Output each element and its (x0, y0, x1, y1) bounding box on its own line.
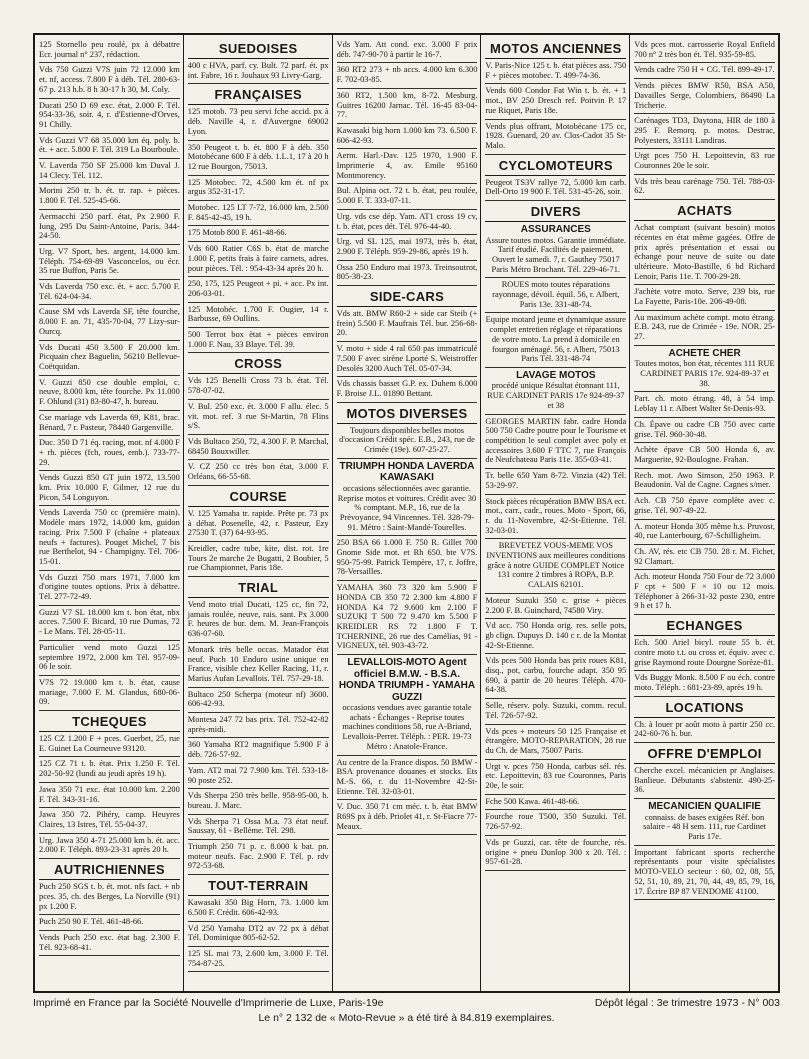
classified-ad (337, 800, 478, 835)
classified-ad (485, 120, 626, 155)
ad-text: 250, 175, 125 Peugeot + pi. + acc. Px int. 206-03-01. (187, 279, 329, 298)
classified-ad (485, 539, 626, 594)
classified-ad (337, 536, 478, 581)
classified-ad (485, 415, 626, 470)
classified-ad (188, 374, 329, 399)
classified-ad (188, 598, 329, 643)
ad-text: Vds 600 Ratier C6S b. état de marche 1.000 F, petits frais à faire carnets, adres. pour pièces. Tél. : 954-43-34 après 20 h. (187, 244, 329, 273)
ad-text: Puch 250 90 F. Tél. 461-48-66. (39, 917, 144, 927)
classified-ad (39, 305, 180, 340)
ad-text: Cherche excel. mécanicien pr Anglaises. Banlieue. Débutants s'abstenir. 490-25-36. (634, 766, 775, 795)
ad-text: V. 125 Yamaha tr. rapide. Prête pr. 73 px à débat. Posenelle, 42, r. Pasteur, Ezy 27530 T. (37) 64-93-95. (187, 508, 329, 538)
classified-ad (188, 201, 329, 226)
classified-ads-frame (33, 33, 780, 993)
classified-ad (188, 328, 329, 353)
ad-text: Achat comptant (suivant besoin) motos récentes en état même gagées. Offre de prix après présentation et essai ou échange pour neuve de suite ou date ultérieure. Moto-Bastille, 6 bd Richard Lenoir, Paris 11e. T. 700-29-28. (634, 223, 775, 281)
ad-text: Ch. Épave ou cadre CB 750 avec carte grise. Tél. 960-30-48. (634, 419, 775, 439)
section-heading: ACHATS (634, 200, 775, 221)
ad-text: Vds pr Guzzi, car. tête de fourche, rés. origine + pneu Dunlop 300 x 20. Tél. : 957-61-28. (485, 837, 627, 867)
classified-ad (634, 764, 775, 799)
ad-text: Jawa 350 71 exc. état 10.000 km. 2.200 F. Tél. 343-31-16. (39, 784, 180, 804)
classified-ad (485, 810, 626, 835)
ad-text: Vds 125 Benelli Cross 73 b. état. Tél. 578-07-02. (187, 376, 329, 396)
ads-column-3 (333, 35, 482, 991)
classified-ad (188, 713, 329, 738)
classified-ad (485, 469, 626, 494)
ad-text: Yam. AT2 mai 72 7.900 km. Tél. 533-18-90 poste 252. (187, 765, 329, 785)
ad-text: 125 Stornello peu roulé, px à débattre Ecr. journal n° 237, rédaction. (39, 40, 180, 59)
classified-ad (485, 59, 626, 84)
ad-text: V. CZ 250 cc très bon état, 3.000 F. Orléans, 66-55-68. (187, 462, 329, 482)
ads-column-1 (35, 35, 184, 991)
classified-ad (39, 210, 180, 245)
ad-text: Aermacchi 250 parf. état, Px 2.900 F. Iung, 295 Du Saint-Antoine, Paris. 344-24-50. (39, 211, 180, 241)
classified-ad (39, 676, 180, 711)
classified-ad (39, 184, 180, 209)
ad-text: Moteur Suzuki 350 c. grise + pièces 2.200 F. B. Guinchard, 74580 Viry. (485, 595, 627, 615)
ad-text: 125 SL mai 73, 2.600 km, 3.000 F. Tél. 754-87-25. (187, 949, 329, 968)
classified-ad (634, 311, 775, 346)
ad-text: V. Duc. 350 71 cm méc. t. b. état BMW R69S px à déb. Priolet 41, r. St-Fiacre 77-Meaux. (336, 802, 478, 831)
classified-ad (39, 641, 180, 676)
classified-ad (634, 799, 775, 846)
classified-ad (39, 134, 180, 159)
classified-ad (188, 643, 329, 688)
ad-text: Triumph 250 71 p. c. 8.000 k bat. pn. moteur neufs. Fac. 2.900 F. Tél. p. rdv 972-53-68. (187, 842, 329, 871)
ad-text: Ch. à louer pr août moto à partir 250 cc. 242-60-76 h. bur. (634, 719, 775, 739)
classified-ad (39, 757, 180, 782)
ad-headline: TRIUMPH HONDA LAVERDA KAWASAKI (339, 460, 475, 484)
ads-column-2 (184, 35, 333, 991)
classified-ad (188, 815, 329, 840)
ad-text: Peugeot TS3V rallye 72, 5.000 km carb. Dell-Orto 19 900 F. Tél. 531-45-26, soir. (485, 177, 627, 197)
ad-text: Vends cadre 750 H + CG. Tél. 899-49-17. (634, 65, 775, 75)
ad-text: Cse mariage vds Laverda 69, K81, brac. Bénard, 7 r. Pasteur, 78440 Gargenville. (39, 412, 180, 432)
ad-text: V. Guzzi 850 cse double emploi, c. neuve, 8.000 km, tête fourche. Px 11.000 F. Ohlund (31) 83-80-47, h. bureau. (39, 377, 180, 407)
section-heading: SIDE-CARS (337, 286, 478, 307)
section-heading: LOCATIONS (634, 697, 775, 718)
classified-ad (485, 654, 626, 699)
classified-ad (188, 303, 329, 328)
ad-text: Motobec. 125 LT 7-72, 16.000 km, 2.500 F. 845-42-45, 19 h. (187, 203, 329, 222)
ad-text: Urg. Jawa 350 4-71 25.000 km b. ét. acc. 2.000 F. Téléph. 893-23-31 après 20 h. (39, 835, 180, 855)
ad-headline: ASSURANCES (520, 224, 591, 236)
classified-ad (634, 392, 775, 417)
section-heading: TCHEQUES (39, 711, 180, 732)
classified-ad (188, 277, 329, 302)
classified-ad (39, 732, 180, 757)
ad-text: Kawasaki 350 Big Horn, 73. 1.000 km 6.500 F. Crédit. 606-42-93. (187, 898, 329, 917)
ad-text: 175 Motob 800 F. 461-48-66. (187, 228, 287, 238)
ad-text: Aerm. Harl.-Dav. 125 1970, 1.900 F. Imprimerie 4, av. Emile 95160 Montmorency. (336, 151, 478, 180)
ad-text: Cause SM vds Laverda SF, tête fourche, 8.000 F. an. 71, 435-70-04, 77 Lizy-sur-Ourcq. (39, 307, 180, 336)
ad-text: Vds att. BMW R60-2 + side car Steib (+ frein) 5.500 F. Maufrais Tél. bur. 256-68-20. (336, 309, 478, 338)
section-heading: TOUT-TERRAIN (188, 875, 329, 896)
ad-text: Vds Buggy Monk. 8.500 F ou éch. contre moto. Téléph. : 681-23-89, après 19 h. (634, 673, 775, 692)
classified-ad (485, 594, 626, 619)
ad-text: Vds Guzzi 750 mars 1971, 7.000 km d'origine toutes options. Prix à débattre. Tél. 277-72-49. (39, 572, 180, 602)
classified-ad (188, 400, 329, 435)
ad-text: Bul. Alpina oct. 72 t. b. état, peu roulée, 5.000 F. T. 333-07-11. (336, 186, 478, 206)
ad-text: Ossa 250 Enduro mai 1973. Treinsoutrot, 805-38-23. (336, 262, 478, 282)
classified-ad (485, 176, 626, 201)
classified-ad (39, 808, 180, 833)
section-heading: MOTOS DIVERSES (337, 403, 478, 424)
ad-text: Part. ch. moto étrang. 48, à 54 imp. Leblay 11 r. Albert Walter St-Denis-93. (634, 394, 775, 414)
classified-ad (188, 922, 329, 947)
ad-text: Important fabricant sports recherche représentants pour visite spécialistes MOTO-VELO secteur : 60, 02, 08, 55, 52, 51, 10, 89, 21, 70, 44, 49, 85, 79, 16, 17. Écrire BP 87 VENDOME 41100. (634, 847, 775, 896)
classified-ad (337, 581, 478, 655)
ad-text: V. moto + side 4 ral 650 pas immatriculé 7.500 F avec sirène Lporté S. Weistroffer Desolés 3200 Auch Tél. 05-07-34. (336, 344, 478, 373)
classified-ad (39, 880, 180, 915)
classified-ad (39, 606, 180, 641)
classified-ad (634, 636, 775, 671)
ad-text: 125 Motobéc. 1.700 F. Ougier, 14 r. Barbusse, 69 Oullins. (187, 304, 329, 324)
ad-text: Guzzi V7 SL 18.000 km t. bon état, nbx acces. 7.500 F. Bicard, 10 rue Dumas, 72 - Le Mans. Tél. 28-05-11. (39, 607, 180, 637)
ad-text: Tr. belle 650 Yam 8-72. Vinzia (42) Tél. 53-29-97. (485, 471, 627, 490)
classified-ad (337, 424, 478, 459)
ads-column-5 (630, 35, 778, 991)
classified-ad (634, 63, 775, 79)
classified-ad (634, 114, 775, 149)
ad-text: Vds Bultaco 250, 72, 4.300 F. P. Marchal, 68450 Bouxwiller. (187, 436, 329, 456)
classified-ad (188, 141, 329, 176)
classified-ad (39, 471, 180, 506)
classified-ad (485, 836, 626, 871)
ad-text: Vds chassis basset G.P. ex. Duhem 6.000 F. Broise J.L. 01890 Bettant. (336, 379, 478, 398)
ad-text: Montesa 247 72 bas prix. Tél. 752-42-82 après-midi. (187, 715, 329, 734)
ad-text: Selle, réserv. poly. Suzuki, comm. recul. Tél. 726-57-92. (485, 701, 627, 720)
ad-text: V. Paris-Nice 125 t. b. état pièces ass. 750 F + pièces motobec. T. 499-74-36. (485, 61, 627, 80)
ad-text: 400 c HVA, parf. cy. Bult. 72 parf. ét. px int. Fabre, 16 r. Jouhaux 93 Livry-Garg. (187, 61, 329, 80)
ad-text: 125 Motobec. 72, 4.500 km ét. nf px argus 352-31-17. (187, 177, 329, 197)
classified-ad (337, 124, 478, 149)
ad-text: Stock pièces récupération BMW BSA ect. mot., carr., cadr., roues. Moto - Sport, 66, r. du 11-Novembre, 42-St-Etienne. Tél. 32-03-01. (485, 496, 627, 535)
classified-ad (39, 506, 180, 570)
ad-text: Vds pces 500 Honda bas prix roues K81, disq., pot, carbu, fourche adapt. 350 95 690, à partir de 20 heures Téléph. 470-64-38. (485, 656, 627, 695)
classified-ad (634, 346, 775, 393)
classified-ad (337, 149, 478, 184)
classified-ad (188, 789, 329, 814)
classified-ad (39, 931, 180, 956)
classified-ad (485, 278, 626, 313)
classified-ad (634, 79, 775, 114)
ad-text: V7S 72 19.000 km t. b. état, cause mariage, 7.000 F. M. Glandus, 680-06-09. (39, 677, 180, 707)
section-heading: DIVERS (485, 201, 626, 222)
ad-text: Puch 250 SGS t. b. ét. mot. nfs fact. + nb pces. 35, ch. des Berges, La Norville (91) px 1.200 F. (39, 882, 180, 911)
classified-ad (337, 459, 478, 537)
ad-headline: MECANICIEN QUALIFIE (648, 801, 761, 813)
classified-ad (188, 840, 329, 875)
ad-text: Jawa 350 72. Pihéry, camp. Heuyres Claires, 13 Istres, Tél. 55-04-37. (39, 810, 180, 829)
ad-text: GEORGES MARTIN fabr. cadre Honda 500 750 Cadre poutre pour le Tourisme et compétition le seul complet avec poly et accessoires 3.600 F TTC 7, rue François de Neufchateau Paris 11e. 355-03-41. (485, 416, 627, 465)
classified-ad (337, 235, 478, 260)
classified-ad (485, 725, 626, 760)
classified-ad (485, 84, 626, 119)
ad-text: Vds Guzzi V7 68 35.000 km éq. poly. b. ét. + acc. 5.800 F. Tél. 319 La Bourboule. (39, 135, 180, 155)
classified-ad (485, 222, 626, 278)
ad-text: Ach. CB 750 épave complète avec c. grise. Tél. 907-49-22. (634, 496, 775, 515)
ad-text: J'achète votre moto. Serve, 239 bis, rue La Fayette, Paris-10e. 206-49-08. (634, 287, 775, 307)
ad-text: Vds pces + moteurs 50 125 Française et étrangère. MOTO-REPARATION, 28 rue du Ch. de Mars, 75007 Paris. (485, 726, 627, 755)
ad-text: Ach. moteur Honda 750 Four de 72 3.000 F cpt + 500 F × 10 ou 12 mois. Téléphoner à 266-31-32 poste 230, entre 9 h et 17 h. (634, 572, 775, 611)
ad-text: Urg. vd SL 125, mai 1973, très b. état, 2.900 F. Téléph. 959-29-86, après 19 h. (336, 237, 478, 256)
ad-text: Ch. AV, rés. etc CB 750. 28 r. M. Fichet, 92 Clamart. (634, 546, 775, 566)
printer-credit: Imprimé en France par la Société Nouvelle d'Imprimerie de Luxe, Paris-19e (33, 997, 384, 1009)
ad-headline: ACHETE CHER (668, 347, 741, 359)
ad-headline: LAVAGE MOTOS (516, 369, 596, 381)
ad-text: 360 Yamaha RT2 magnifique 5.900 F à déb. 726-57-92. (187, 740, 329, 760)
ad-text: Vends Puch 250 exc. état bag. 2.300 F. Tél. 923-68-41. (39, 932, 180, 952)
ad-text: Vds Yam. Att cond. exc. 3.000 F prix déb. 747-90-70 à partir le 16-7. (336, 40, 478, 59)
ad-text: occasions vendues avec garantie totale achats - Échanges - Reprise toutes machines conditions 58, rue A-Briand, Levallois-Perret. Téléph. : PER. 19-73 Métro : Anatole-France. (342, 703, 472, 751)
ad-text: Kreidler, cadre tube, kite, dist. rot. 1re Tours 2e marche 2e Bugatti, 2 Boubier, 5 rue Championnet, Paris 18e. (187, 543, 329, 573)
classified-ad (337, 210, 478, 235)
classified-ad (337, 89, 478, 124)
classified-ad (188, 507, 329, 542)
classified-ad (485, 313, 626, 368)
section-heading: TRIAL (188, 577, 329, 598)
section-heading: CROSS (188, 353, 329, 374)
ad-text: Vd 250 Yamaha DT2 av 72 px à débat Tél. Dominique 805-62-52. (187, 923, 329, 943)
ad-text: connaiss. de bases exigées Réf. bon salaire - 48 H sem. 111, rue Cardinet Paris 17e. (643, 812, 767, 842)
section-heading: COURSE (188, 486, 329, 507)
ad-text: Vends 600 Condor Fat Win t. b. ét. + 1 mot., BV 250 Dresch ref. Poitvin P. 17 rue Riquet, Paris 18e. (485, 86, 627, 115)
ad-text: Vds très beau carénage 750. Tél. 788-03-62. (634, 176, 775, 196)
classified-ad (188, 59, 329, 84)
ad-text: Toutes motos, bon état, récentes 111 RUE CARDINET PARIS 17e. 924-89-37 et 38. (634, 359, 775, 388)
ad-text: Vends Laverda 750 cc (première main). Modèle mars 1972, 14.000 km, guidon racing. Prix 7.500 F (chaîne + plateaux neufs + factures). Pouget Michel, 7 bis rue Berthelot, 94 - Champigny. Tél. 706-15-01. (39, 508, 180, 566)
ad-text: Vends plus offrant, Motobécane 175 cc, 1928. Guenard, 20 av. Clos-Cadot 35 St-Malo. (485, 121, 627, 150)
classified-ad (337, 38, 478, 63)
ad-text: Urgt v. pces 750 Honda, carbus sél. rés. etc. Lepoittevin, 83 rue Couronnes, Paris 20e, le soir. (485, 761, 627, 791)
ad-text: 125 CZ 71 t. b. état. Prix 1.250 F. Tél. 202-50-92 (lundi au jeudi après 19 h). (39, 759, 180, 779)
ad-text: Equipe motard jeune et dynamique assure complet entretien réglage et réparations de votre moto. La prend à domicile en fourgon aménagé. 56, r. Albert, 75013 Paris Tél. 331-48-74 (485, 315, 626, 364)
ad-text: Kawasaki big horn 1.000 km 73. 6.500 F. 606-42-93. (336, 125, 478, 145)
ad-text: Au centre de la France dispos. 50 BMW - BSA provenance douanes et stocks. Ets M.-S. 66, r. du 11-Novembre 42-St-Etienne. Tél. 32-03-01. (336, 757, 478, 796)
ad-text: Vds Laverda 750 exc. ét. + acc. 5.700 F. Tél. 624-04-34. (39, 282, 180, 301)
ad-text: Assure toutes motos. Garantie immédiate. Tarif étudié. Facilités de paiement. Ouvert le samedi. 7, r. Gauthey 75017 Paris Métro Brochant. Tél. 229-46-71. (485, 235, 627, 274)
ads-column-4 (481, 35, 630, 991)
ad-text: Vds Sherpa 71 Ossa M.a. 73 état neuf. Saussay, 61 - Bellème. Tél. 298. (187, 816, 329, 836)
ad-text: Vds 750 Guzzi V7S juin 72 12.000 km et. nf, access. 7.800 F à déb. Tél. 280-63-67 p. 213 h.b. 8 h 30-17 h 30, M. Coly. (39, 65, 180, 94)
print-run-note: Le n° 2 132 de « Moto-Revue » a été tiré à 84.819 exemplaires. (258, 1012, 555, 1024)
classified-ad (188, 947, 329, 972)
ad-text: Ducati 250 D 69 exc. état, 2.000 F. Tél. 954-33-36, soir. 4, r. d'Estienne-d'Orves, 91 Chilly. (39, 100, 180, 129)
ad-text: BREVETEZ VOUS-MEME VOS INVENTIONS aux meilleures conditions grâce à notre GUIDE COMPLET Notice 131 contre 2 timbres à ROPA, B.P. CALAIS 62101. (486, 541, 626, 590)
ad-text: Urgt pces 750 H. Lepoittevin, 83 rue Couronnes 20e le soir. (634, 151, 775, 171)
classified-ad (337, 756, 478, 801)
classified-ad (39, 915, 180, 931)
classified-ad (485, 760, 626, 795)
classified-ad (634, 570, 775, 615)
classified-ad (39, 436, 180, 471)
section-heading: CYCLOMOTEURS (485, 155, 626, 176)
classified-ad (39, 159, 180, 184)
ad-text: Au maximum achète compt. moto étrang. E.B. 243, rue de Crimée - 19e. NOR. 25-27. (634, 312, 775, 342)
classified-ad (634, 418, 775, 443)
classified-ad (337, 261, 478, 286)
ad-text: Toujours disponibles belles motos d'occasion Crédit spéc. E.B., 243, rue de Crimée (19e). 607-25-27. (339, 425, 475, 455)
ad-text: Ech. 500 Ariel bicyl. route 55 b. ét. contre moto t.t. ou cross et. équiv. avec c. grise Raymond route Dourgne Sorèze-81. (634, 638, 775, 667)
ad-text: Fourche roue T500, 350 Suzuki. Tél. 726-57-92. (485, 812, 627, 832)
ad-text: 500 Terrot box ètat + pièces environ 1.000 F. Nau, 33 Blaye. Tél. 39. (187, 330, 329, 349)
ad-text: Rech. mot. Awo Simson, 250 1963. P. Beaudonin. Val de Cagne. Cagnes s/mer. (634, 470, 775, 490)
ad-text: Vds Ducati 450 3.500 F 20.000 km. Picquain chez Baguelin, 56210 Bellevue-Coëtquidan. (39, 342, 180, 371)
section-heading: MOTOS ANCIENNES (485, 38, 626, 59)
ad-text: Vends Guzzi 850 GT juin 1972, 13.500 km. Prix 10.000 F, Gilmer, 12 rue du Picon, 54 Longuyon. (39, 473, 180, 502)
classified-ad (337, 655, 478, 756)
classified-ad (188, 896, 329, 921)
classified-ad (188, 226, 329, 242)
ad-text: Monark très belle occas. Matador état neuf. Puch 10 Enduro usine unique en France, visible chez Keller Racing, 11, r. Marius Aufan Levallois. Tél. 757-29-18. (187, 644, 329, 683)
section-heading: ECHANGES (634, 615, 775, 636)
classified-ad (188, 435, 329, 460)
classified-ad (337, 63, 478, 88)
classified-ad (485, 699, 626, 724)
classified-ad (337, 184, 478, 209)
classified-ad (188, 105, 329, 140)
classified-ad (39, 571, 180, 606)
classified-ad (634, 718, 775, 743)
classified-ad (634, 221, 775, 285)
classified-ad (634, 520, 775, 545)
classified-ad (634, 469, 775, 494)
ad-text: Duc. 350 D 71 éq. racing, mot. nf 4.000 F + rh. pièces (fch, roues, emb.). 733-77-29. (39, 438, 180, 467)
classified-ad (337, 342, 478, 377)
ad-text: A. moteur Honda 305 même h.s. Pruvost, 40, rue Lanterbourg, 67-Schilligheim. (634, 521, 775, 541)
classified-ad (634, 443, 775, 468)
ad-text: Urg. vds cse dép. Yam. AT1 cross 19 cv, t. b. état, pces dét. Tél. 976-44-40. (336, 211, 478, 231)
classified-ad (39, 99, 180, 134)
classified-ad (39, 834, 180, 859)
classified-ad (188, 460, 329, 485)
ad-text: 350 Peugeot t. b. ét. 800 F à déb. 350 Motobécane 600 F à déb. 1.L.1, 17 à 20 h 12 rue Bourgon, 75013. (187, 142, 329, 171)
section-heading: OFFRE D'EMPLOI (634, 743, 775, 764)
ad-text: 125 CZ 1.200 F + pces. Guerbet, 25, rue E. Guinet La Courneuve 93120. (39, 734, 180, 753)
ad-text: Morini 250 tr. b. ét. tr. rap. + pièces. 1.800 F. Tél. 525-45-66. (39, 186, 180, 206)
ad-headline: LEVALLOIS-MOTO Agent officiel B.M.W. - B.S.A. HONDA TRIUMPH - YAMAHA GUZZI (338, 657, 476, 703)
ad-text: V. Laverda 750 SF 25.000 km Duval J. 14 Clecy. Tél. 112. (39, 161, 180, 180)
classified-ad (634, 285, 775, 310)
ad-text: V. Bul. 250 exc. ét. 3.000 F allu. élec. 5 vit. mot. ref. 3 rue St-Martin, 78 Flins s/S. (187, 401, 329, 431)
legal-deposit: Dépôt légal : 3e trimestre 1973 - N° 003 (594, 997, 780, 1009)
classified-ad (634, 175, 775, 200)
classified-ad (337, 307, 478, 342)
classified-ad (39, 783, 180, 808)
classified-ad (188, 242, 329, 277)
classified-ad (337, 377, 478, 402)
section-heading: FRANÇAISES (188, 84, 329, 105)
classified-ad (188, 542, 329, 577)
classified-ad (188, 738, 329, 763)
page-footer (33, 997, 780, 1024)
classified-ad (39, 280, 180, 305)
classified-ad (188, 176, 329, 201)
classified-ad (39, 341, 180, 376)
ad-text: Fche 500 Kawa. 461-48-66. (485, 796, 580, 806)
classified-ad (39, 245, 180, 280)
classified-ad (485, 619, 626, 654)
ad-text: Vends pièces BMW R50, BSA A50, Davailles Serge, Colombiers, 86490 La Tricherie. (634, 81, 775, 110)
ad-text: 360 RT2, 1.500 km, 8-72. Mesburg. Guitres 16200 Jarnac. Tél. 16-45 83-04-77. (336, 90, 478, 120)
ad-text: Vds Sherpa 250 très belle. 958-95-00, h. bureau. J. Marc. (187, 791, 329, 810)
classified-ad (188, 764, 329, 789)
classified-ad (485, 495, 626, 540)
ad-text: 250 BSA 66 1.000 F. 750 R. Gillet 700 Gnome Side mot. et Rh 650. bte V7S. 950-75-99. Patrick Tempère, 17, r. Joffre, 78-Versailles. (336, 538, 478, 577)
ad-text: Vd acc. 750 Honda orig. res. selle pots, gb clign. Dupuys D. 140 c r. de la Montat 42-St-Etienne. (485, 621, 627, 650)
classified-ad (634, 671, 775, 696)
classified-ad (634, 494, 775, 519)
section-heading: SUEDOISES (188, 38, 329, 59)
ad-text: Bultaco 250 Scherpa (moteur nf) 3600. 606-42-93. (187, 689, 329, 709)
classified-ad (634, 149, 775, 174)
classified-ad (634, 38, 775, 63)
classified-ad (39, 38, 180, 63)
ad-text: procédé unique Résultat étonnant 111, RUE CARDINET PARIS 17e 924-89-37 et 38 (487, 381, 625, 410)
classified-ad (39, 411, 180, 436)
ad-text: YAMAHA 360 73 320 km 5.900 F HONDA CB 350 72 2.300 km 4.800 F HONDA K4 72 9.600 km 2.100 F SUZUKI T 500 72 9.470 km 5.500 F KREIDLER RS 72 1.800 F T. TCHERNINE, 26 rue des Camélias, 91 - VIGNEUX, tél. 903-43-72. (336, 583, 478, 651)
ad-text: Achète épave CB 500 Honda 6, av. Marguerite, 92-Boulogne. Frahan. (634, 445, 775, 464)
classified-ad (39, 63, 180, 98)
ad-text: occasions sélectionnées avec garantie. Reprise motos et voitures. Crédit avec 30 % comptant. M.P., 16, rue de la Prévoyance, 94 Vincennes. Tél. 328-79-91. Métro : Saint-Mandé-Tourelles. (337, 483, 477, 532)
ad-text: Urg. V7 Sport, bes. argent, 14.000 km. Téléph. 754-69-89 Vasconcelos, ou écr. 35 rue Buffon, Paris 5e. (39, 246, 180, 276)
classified-ad (634, 545, 775, 570)
ad-text: 360 RT2 273 + nb accs. 4.000 km 6.300 F. 702-03-85. (336, 65, 478, 85)
ad-text: Vend moto trial Ducati, 125 cc, fin 72, jamais roulée, neuve, rais. sant. Px 3.000 F. heures de bur. dem. M. Jean-François 636-07-60. (187, 600, 329, 639)
section-heading: AUTRICHIENNES (39, 859, 180, 880)
ad-text: Carénages TD3, Daytona, HIR de 180 à 295 F. Remorq. p. motos. Destrac, Polyesters, 33111 Landiras. (634, 116, 775, 145)
ad-text: Vds pces mot. carrosserie Royal Enfield 700 n° 2 très bon ét. Tél. 935-59-85. (634, 40, 775, 59)
classified-ad (485, 368, 626, 415)
ad-text: 125 motob. 73 peu servi fche accid. px à déb. Naville 4, r. d'Auvergne 69002 Lyon. (187, 107, 329, 136)
ad-text: Particulier vend moto Guzzi 125 septembre 1972, 2.000 km Tél. 957-09-06 le soir. (39, 642, 180, 672)
classified-ad (634, 846, 775, 901)
ad-text: ROUES moto toutes réparations rayonnage, dévoil. équil. 56, r. Albert, Paris 13e. 331-48-74. (492, 280, 620, 309)
classified-ad (485, 795, 626, 811)
classified-ad (39, 376, 180, 411)
classified-ad (188, 688, 329, 713)
